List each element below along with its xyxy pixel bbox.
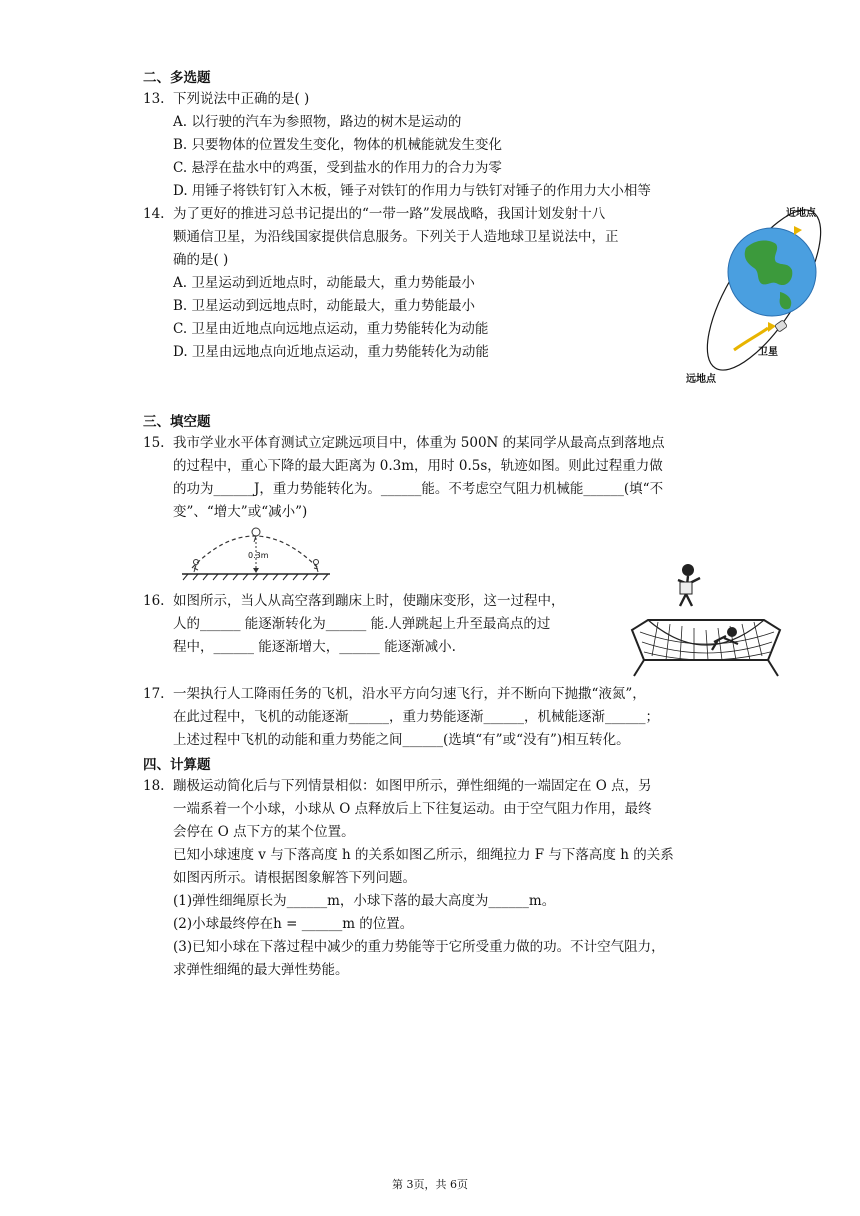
q14-stem-line-3: 确的是( ) xyxy=(173,252,229,268)
trampoline-frame xyxy=(632,620,780,660)
q17-number: 17. xyxy=(143,686,165,702)
q14-stem-line-1: 为了更好的推进习总书记提出的“一带一路”发展战略，我国计划发射十八 xyxy=(173,206,606,222)
q14-option-c: C. 卫星由近地点向远地点运动，重力势能转化为动能 xyxy=(173,321,489,337)
section-title-multi: 二、多选题 xyxy=(143,70,211,86)
ground-hatching xyxy=(183,574,328,580)
q13-option-a: A. 以行驶的汽车为参照物，路边的树木是运动的 xyxy=(173,114,462,130)
q18-part-3-line-2: 求弹性细绳的最大弹性势能。 xyxy=(173,962,349,978)
arrow-head-top xyxy=(794,226,802,235)
satellite-label: 卫星 xyxy=(758,347,778,358)
q16-number: 16. xyxy=(143,593,165,609)
q18-part-2: (2)小球最终停在h = ______m 的位置。 xyxy=(173,916,414,932)
jumper-at-top xyxy=(252,528,260,536)
q16-line-2: 人的______ 能逐渐转化为______ 能.人弹跳起上升至最高点的过 xyxy=(173,616,551,632)
q18-line-3: 会停在 O 点下方的某个位置。 xyxy=(173,824,355,840)
q18-line-4: 已知小球速度 v 与下落高度 h 的关系如图乙所示，细绳拉力 F 与下落高度 h 的关系 xyxy=(173,847,674,863)
q13-option-d: D. 用锤子将铁钉钉入木板，锤子对铁钉的作用力与铁钉对锤子的作用力大小相等 xyxy=(173,183,651,199)
jumper-head xyxy=(682,564,694,576)
trampoline-net-vertical xyxy=(652,622,762,660)
jumper-end-body xyxy=(314,565,318,572)
q13-number: 13. xyxy=(143,91,165,107)
height-label: 0.3m xyxy=(248,551,269,560)
q15-line-3: 的功为______J，重力势能转化为。______能。不考虑空气阻力机械能______(填“不 xyxy=(173,481,664,497)
perigee-label: 近地点 xyxy=(786,208,816,219)
q13-option-c: C. 悬浮在盐水中的鸡蛋，受到盐水的作用力的合力为零 xyxy=(173,160,502,176)
height-arrow xyxy=(253,568,259,573)
q14-stem-line-2: 颗通信卫星，为沿线国家提供信息服务。下列关于人造地球卫星说法中，正 xyxy=(173,229,619,245)
q14-option-a: A. 卫星运动到近地点时，动能最大，重力势能最小 xyxy=(173,275,475,291)
q18-part-1: (1)弹性细绳原长为______m，小球下落的最大高度为______m。 xyxy=(173,893,556,909)
q18-line-2: 一端系着一个小球，小球从 O 点释放后上下往复运动。由于空气阻力作用，最终 xyxy=(173,801,652,817)
q18-line-5: 如图丙所示。请根据图象解答下列问题。 xyxy=(173,870,416,886)
q18-part-3-line-1: (3)已知小球在下落过程中减少的重力势能等于它所受重力做的功。不计空气阻力， xyxy=(173,939,665,955)
page-footer: 第 3页，共 6页 xyxy=(392,1178,468,1191)
jumper-end xyxy=(314,560,319,565)
section-title-calc: 四、计算题 xyxy=(143,757,211,773)
q15-line-2: 的过程中，重心下降的最大距离为 0.3m，用时 0.5s，轨迹如图。则此过程重力做 xyxy=(173,458,663,474)
q14-option-b: B. 卫星运动到远地点时，动能最大，重力势能最小 xyxy=(173,298,476,314)
trampoline-legs xyxy=(634,660,778,676)
q16-line-1: 如图所示，当人从高空落到蹦床上时，使蹦床变形，这一过程中， xyxy=(173,593,565,609)
trampoline-figure xyxy=(628,560,784,680)
arrow-head xyxy=(768,322,776,332)
q13-option-b: B. 只要物体的位置发生变化，物体的机械能就发生变化 xyxy=(173,137,503,153)
q15-line-1: 我市学业水平体育测试立定跳远项目中，体重为 500N 的某同学从最高点到落地点 xyxy=(173,435,665,451)
q13-stem: 下列说法中正确的是( ) xyxy=(173,91,310,107)
fallen-person-head xyxy=(727,627,737,637)
section-title-fill: 三、填空题 xyxy=(143,414,211,430)
q18-line-1: 蹦极运动简化后与下列情景相似：如图甲所示，弹性细绳的一端固定在 O 点，另 xyxy=(173,778,652,794)
q15-line-4: 变”、“增大”或“减小”) xyxy=(173,504,308,520)
q15-number: 15. xyxy=(143,435,165,451)
apogee-label: 远地点 xyxy=(686,374,716,385)
satellite-orbit-figure xyxy=(676,200,836,390)
jumper-shirt xyxy=(680,582,692,594)
q14-option-d: D. 卫星由远地点向近地点运动，重力势能转化为动能 xyxy=(173,344,489,360)
long-jump-figure xyxy=(176,524,336,582)
q18-number: 18. xyxy=(143,778,165,794)
q16-line-3: 程中，______ 能逐渐增大，______ 能逐渐减小. xyxy=(173,639,456,655)
q17-line-1: 一架执行人工降雨任务的飞机，沿水平方向匀速飞行，并不断向下抛撒“液氮”， xyxy=(173,686,646,702)
q17-line-2: 在此过程中，飞机的动能逐渐______，重力势能逐渐______，机械能逐渐______； xyxy=(173,709,659,725)
q14-number: 14. xyxy=(143,206,165,222)
q17-line-3: 上述过程中飞机的动能和重力势能之间______(选填“有”或“没有”)相互转化。 xyxy=(173,732,630,748)
